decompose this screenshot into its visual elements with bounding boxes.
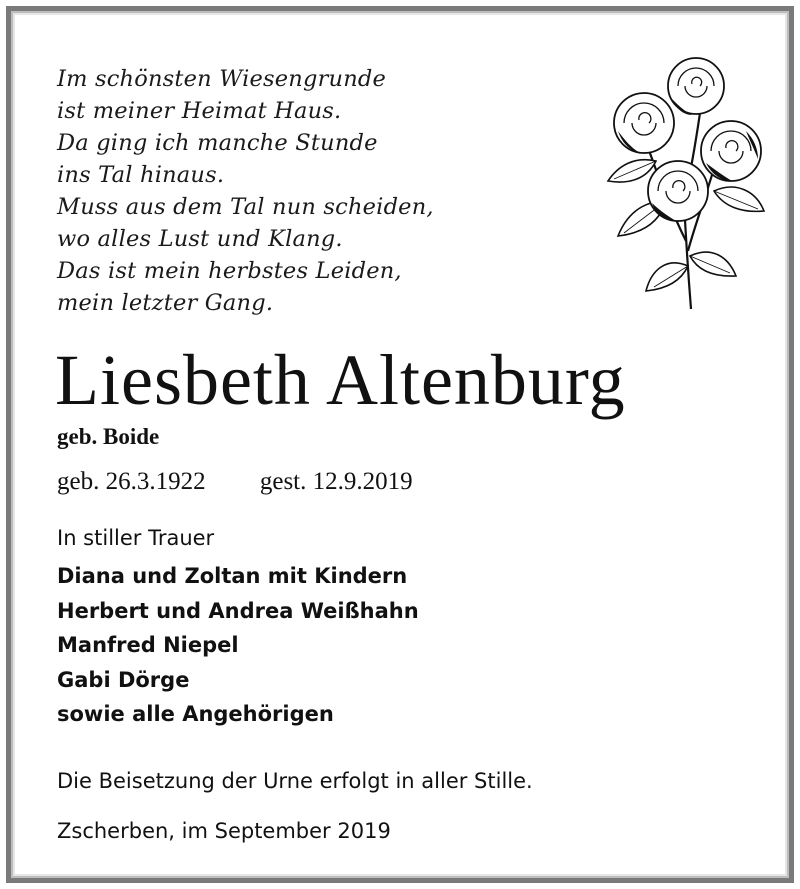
poem-line: Muss aus dem Tal nun scheiden, (57, 194, 434, 220)
poem-line: mein letzter Gang. (57, 290, 274, 316)
poem-line: ins Tal hinaus. (57, 162, 225, 188)
burial-note: Die Beisetzung der Urne erfolgt in aller Stille. (57, 769, 533, 793)
poem-line: Da ging ich manche Stunde (57, 130, 378, 156)
birth-date: geb. 26.3.1922 (57, 468, 206, 495)
roses-illustration-icon (596, 51, 771, 311)
mourner: sowie alle Angehörigen (57, 702, 334, 726)
life-dates (57, 468, 413, 496)
poem-line: ist meiner Heimat Haus. (57, 98, 342, 124)
poem (57, 63, 527, 319)
mourner: Manfred Niepel (57, 633, 239, 657)
poem-line: Im schönsten Wiesengrunde (57, 66, 387, 92)
deceased-name: Liesbeth Altenburg (55, 340, 626, 420)
maiden-name: geb. Boide (57, 424, 160, 449)
mourners-list (57, 559, 419, 732)
mourner: Herbert und Andrea Weißhahn (57, 598, 419, 623)
mourning-intro: In stiller Trauer (57, 526, 215, 550)
death-date: gest. 12.9.2019 (259, 468, 413, 495)
poem-line: wo alles Lust und Klang. (57, 226, 343, 252)
mourner: Gabi Dörge (57, 667, 190, 692)
poem-line: Das ist mein herbstes Leiden, (57, 258, 402, 284)
notice-frame (6, 6, 794, 883)
mourner: Diana und Zoltan mit Kindern (57, 564, 408, 588)
place-date: Zscherben, im September 2019 (57, 819, 391, 843)
